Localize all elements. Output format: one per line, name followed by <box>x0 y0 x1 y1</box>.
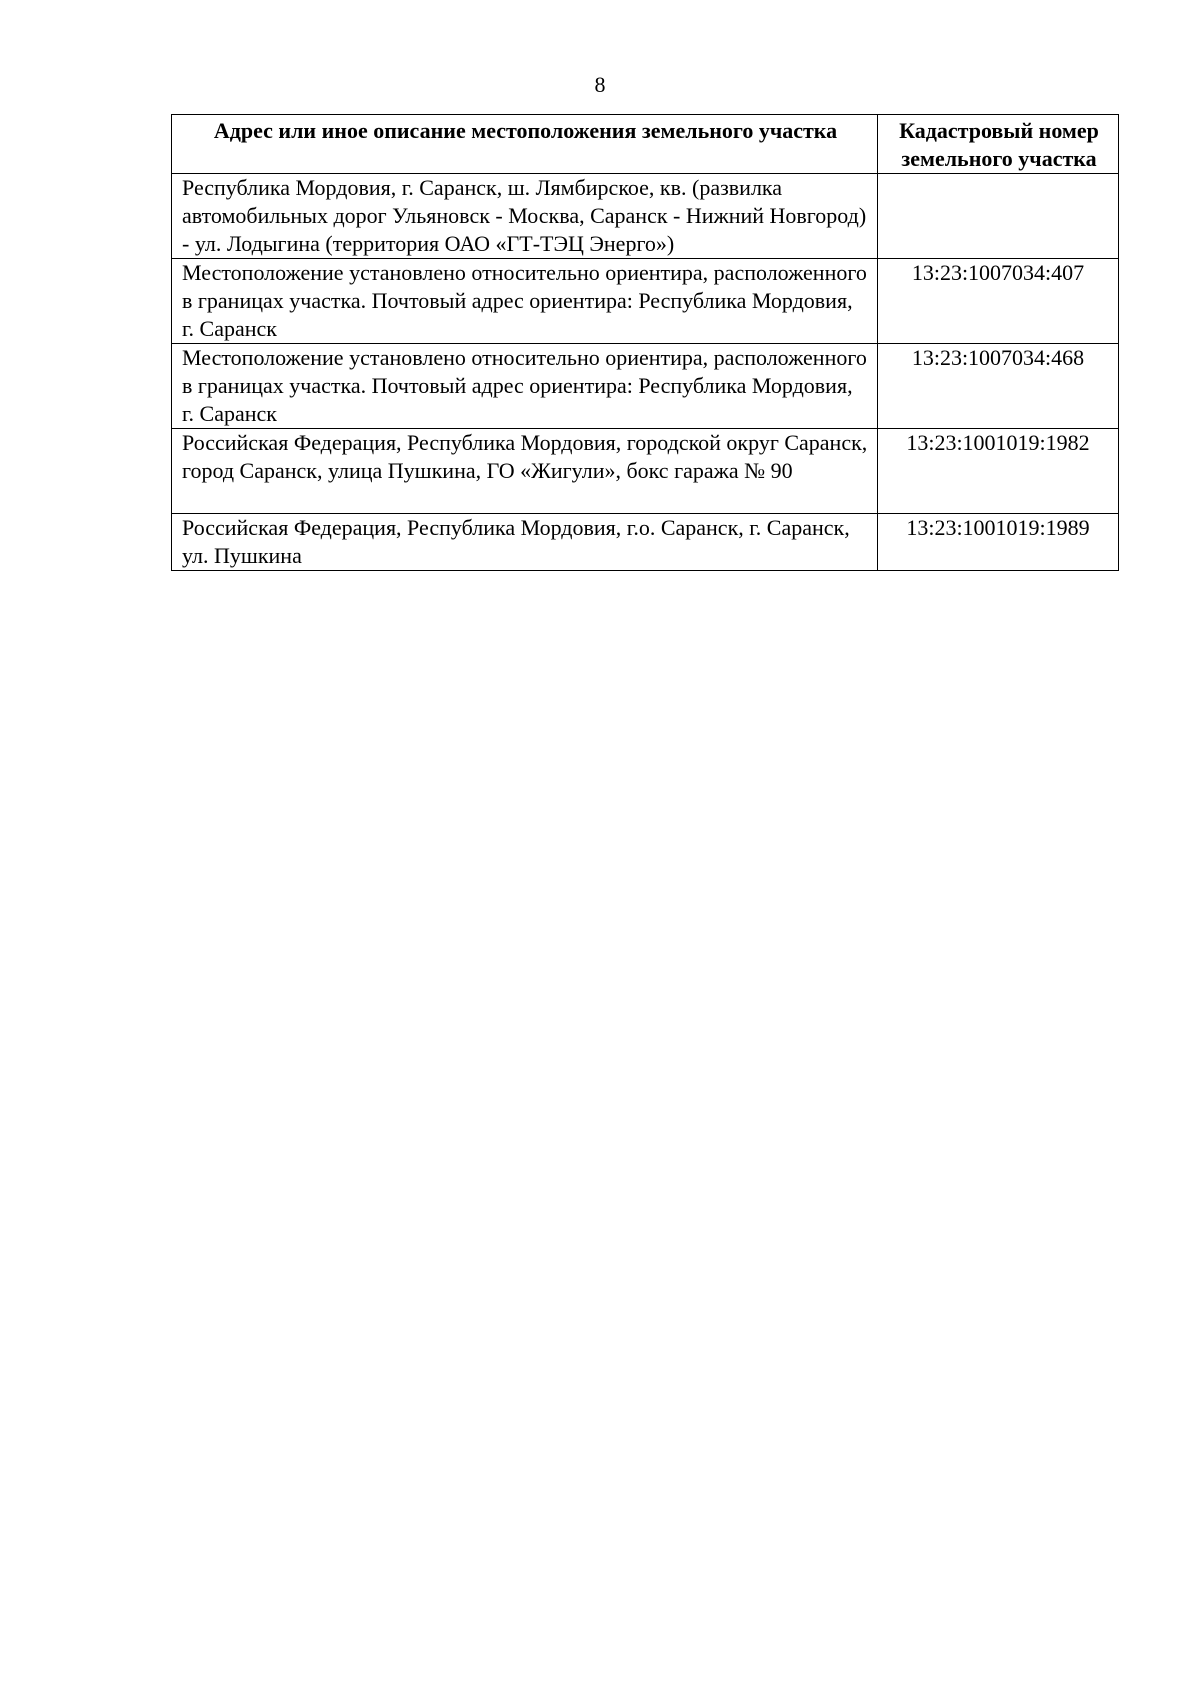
cadastral-cell: 13:23:1001019:1989 <box>878 514 1119 571</box>
table-row <box>172 429 1119 514</box>
table-row <box>172 514 1119 571</box>
address-cell: Республика Мордовия, г. Саранск, ш. Лямбирское, кв. (развилка автомобильных дорог Ульяновск - Москва, Саранск - Нижний Новгород) - ул. Лодыгина (территория ОАО «ГТ-ТЭЦ Энерго») <box>172 174 878 259</box>
land-plots-table <box>171 114 1119 571</box>
header-address: Адрес или иное описание местоположения земельного участка <box>172 115 878 174</box>
table-row <box>172 259 1119 344</box>
address-cell: Местоположение установлено относительно ориентира, расположенного в границах участка. Почтовый адрес ориентира: Республика Мордовия, г. Саранск <box>172 259 878 344</box>
table-row <box>172 174 1119 259</box>
address-cell: Местоположение установлено относительно ориентира, расположенного в границах участка. Почтовый адрес ориентира: Республика Мордовия, г. Саранск <box>172 344 878 429</box>
page-number: 8 <box>594 72 606 97</box>
cadastral-cell: 13:23:1001019:1982 <box>878 429 1119 514</box>
table-row <box>172 344 1119 429</box>
cadastral-cell <box>878 174 1119 259</box>
cadastral-cell: 13:23:1007034:468 <box>878 344 1119 429</box>
table-header-row <box>172 115 1119 174</box>
cadastral-cell: 13:23:1007034:407 <box>878 259 1119 344</box>
header-cadastral: Кадастровый номер земельного участка <box>878 115 1119 174</box>
address-cell: Российская Федерация, Республика Мордовия, г.о. Саранск, г. Саранск, ул. Пушкина <box>172 514 878 571</box>
address-cell: Российская Федерация, Республика Мордовия, городской округ Саранск, город Саранск, улица Пушкина, ГО «Жигули», бокс гаража № 90 <box>172 429 878 514</box>
